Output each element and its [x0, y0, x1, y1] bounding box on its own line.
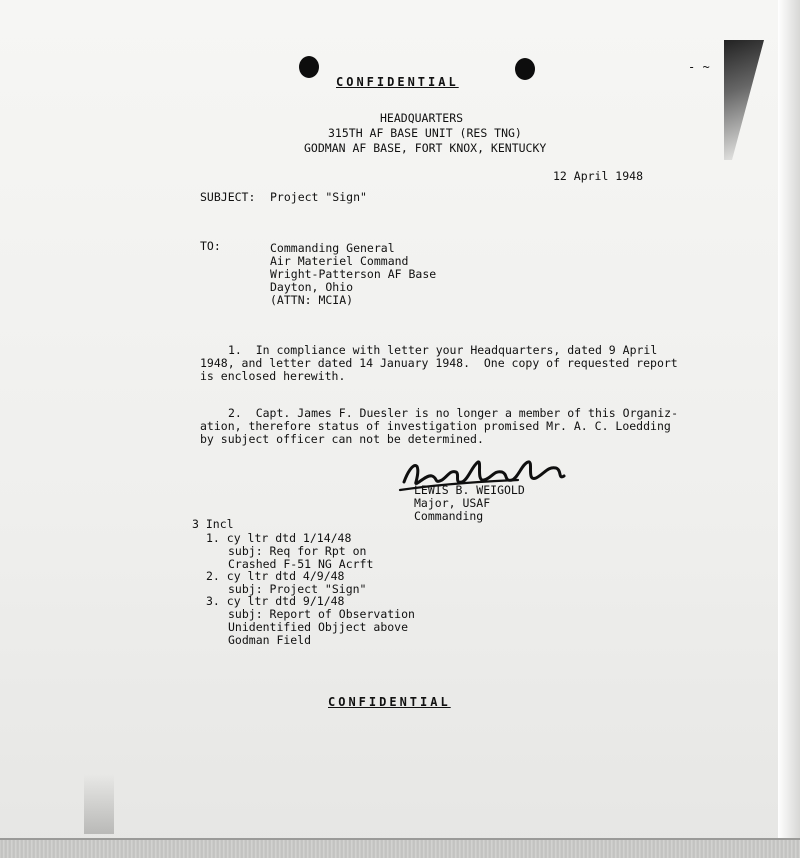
- to-line: Dayton, Ohio: [270, 280, 354, 294]
- paragraph-2-line: by subject officer can not be determined.: [200, 432, 484, 446]
- subject-value: Project "Sign": [270, 190, 367, 204]
- to-line: Commanding General: [270, 241, 395, 255]
- signer-title: Commanding: [414, 509, 484, 523]
- signer-rank: Major, USAF: [414, 496, 491, 510]
- punch-hole-left: [299, 56, 319, 78]
- punch-hole-right: [515, 58, 535, 80]
- org-line-1: HEADQUARTERS: [380, 111, 464, 125]
- to-line: (ATTN: MCIA): [270, 293, 354, 307]
- enclosure-line: Unidentified Objject above: [228, 620, 409, 634]
- enclosure-line: Godman Field: [228, 633, 312, 647]
- paragraph-1-line: 1948, and letter dated 14 January 1948. One copy of requested report: [200, 356, 678, 370]
- to-label: TO:: [200, 239, 221, 253]
- margin-mark: ‐ ~: [688, 60, 710, 74]
- enclosure-line: 3. cy ltr dtd 9/1/48: [206, 594, 345, 608]
- subject-label: SUBJECT:: [200, 190, 256, 204]
- paragraph-2-line: 2. Capt. James F. Duesler is no longer a member of this Organiz-: [228, 406, 679, 420]
- scan-smudge: [84, 774, 114, 834]
- classification-top: CONFIDENTIAL: [336, 75, 459, 89]
- paragraph-2-line: ation, therefore status of investigation promised Mr. A. C. Loedding: [200, 419, 671, 433]
- enclosure-line: subj: Project "Sign": [228, 582, 367, 596]
- org-line-3: GODMAN AF BASE, FORT KNOX, KENTUCKY: [304, 141, 547, 155]
- scan-bottom-border: [0, 838, 800, 858]
- classification-bottom: CONFIDENTIAL: [328, 695, 451, 709]
- paragraph-1-line: 1. In compliance with letter your Headquarters, dated 9 April: [228, 343, 658, 357]
- signer-name: LEWIS B. WEIGOLD: [414, 483, 525, 497]
- enclosure-line: subj: Req for Rpt on: [228, 544, 367, 558]
- paragraph-1-line: is enclosed herewith.: [200, 369, 346, 383]
- enclosure-line: 1. cy ltr dtd 1/14/48: [206, 531, 352, 545]
- enclosure-line: subj: Report of Observation: [228, 607, 415, 621]
- document-date: 12 April 1948: [553, 169, 644, 183]
- page-edge: [778, 0, 800, 858]
- org-line-2: 315TH AF BASE UNIT (RES TNG): [328, 126, 522, 140]
- enclosure-line: 2. cy ltr dtd 4/9/48: [206, 569, 345, 583]
- enclosure-line: Crashed F-51 NG Acrft: [228, 557, 374, 571]
- to-line: Air Materiel Command: [270, 254, 409, 268]
- to-line: Wright-Patterson AF Base: [270, 267, 437, 281]
- enclosures-label: 3 Incl: [192, 517, 234, 531]
